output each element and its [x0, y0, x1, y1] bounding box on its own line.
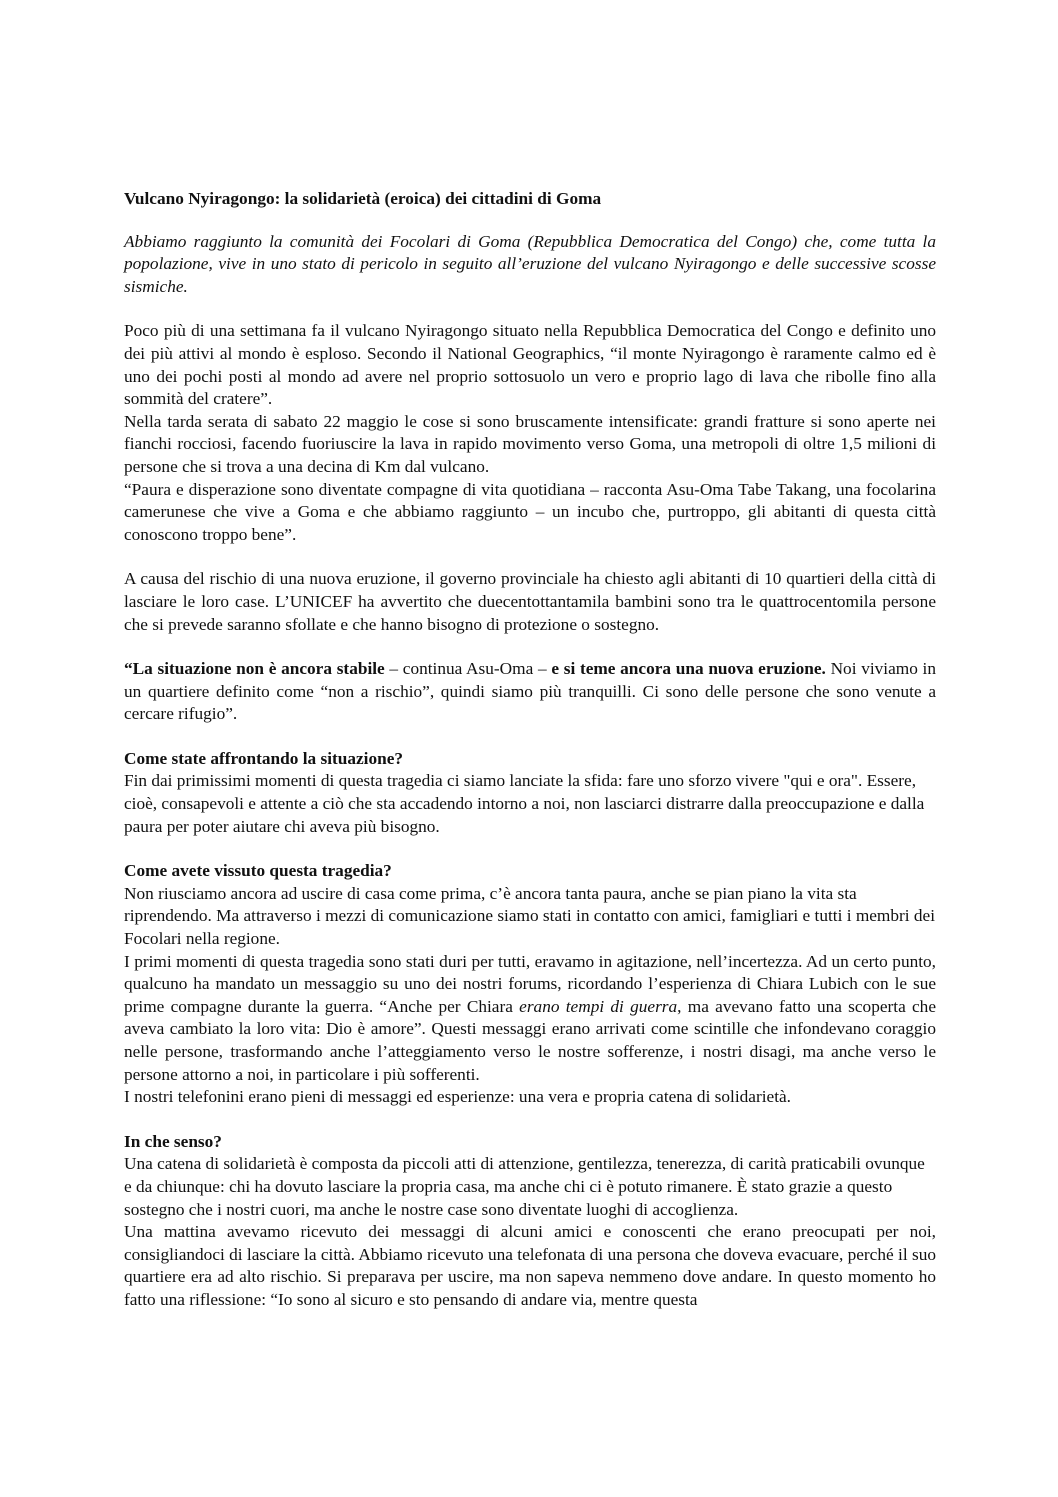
quote-plain-text: Noi viviamo in un quartiere definito come “non a rischio”, quindi siamo più tranquilli. Ci sono delle persone che sono venute a cercare rifugio”.	[124, 659, 937, 724]
body-paragraph: “Paura e disperazione sono diventate compagne di vita quotidiana – racconta Asu-Oma Tabe Takang, una focolarina camerunese che vive a Goma e che abbiamo raggiunto – un incubo che, purtroppo, gli abitanti di questa città conoscono troppo bene”.	[124, 479, 936, 544]
body-paragraph: A causa del rischio di una nuova eruzione, il governo provinciale ha chiesto agli abitanti di 10 quartieri della città di lasciare le loro case. L’UNICEF ha avvertito che duecentottantamila bambini sono tra le quattrocentomila persone che si prevede saranno sfollate e che hanno bisogno di protezione o sostegno.	[124, 569, 936, 634]
body-paragraph: Poco più di una settimana fa il vulcano Nyiragongo situato nella Repubblica Democratica del Congo e definito uno dei più attivi al mondo è esploso. Secondo il National Geographics, “il monte Nyiragongo è raramente calmo ed è uno dei pochi posti al mondo ad avere nel proprio sottosuolo un vero e proprio lago di lava che ribolle fino alla sommità del cratere”.	[124, 321, 936, 409]
interview-answer: Non riusciamo ancora ad uscire di casa come prima, c’è ancora tanta paura, anche se pian piano la vita sta riprendendo. Ma attraverso i mezzi di comunicazione siamo stati in contatto con amici, famigliari e tutti i membri dei Focolari nella regione.	[124, 883, 936, 949]
interview-answer: Fin dai primissimi momenti di questa tragedia ci siamo lanciate la sfida: fare uno sforzo vivere "qui e ora". Essere, cioè, consapevoli e attente a ciò che sta accadendo intorno a noi, non lasciarci distrarre dalla preoccupazione e dalla paura per poter aiutare chi aveva più bisogno.	[124, 771, 925, 836]
document-page	[124, 188, 936, 1312]
quote-bold-text: “La situazione non è ancora stabile	[124, 659, 385, 679]
interview-answer	[124, 951, 936, 1087]
answer-text: I primi momenti di questa tragedia sono stati duri per tutti, eravamo in agitazione, nell’incertezza. Ad un certo punto, qualcuno ha mandato un messaggio su uno dei nostri forums, ricordando l’esperienza di Chiara Lubich con le sue prime compagne durante la guerra. “Anche per Chiara	[124, 951, 936, 1016]
intro-paragraph: Abbiamo raggiunto la comunità dei Focolari di Goma (Repubblica Democratica del Congo) che, come tutta la popolazione, vive in uno stato di pericolo in seguito all’eruzione del vulcano Nyiragongo e delle successive scosse sismiche.	[124, 231, 936, 296]
quote-bold-text: e si teme ancora una nuova eruzione.	[551, 659, 826, 679]
body-paragraph: Nella tarda serata di sabato 22 maggio le cose si sono bruscamente intensificate: grandi fratture si sono aperte nei fianchi rocciosi, facendo fuoriuscire la lava in rapido movimento verso Goma, una metropoli di oltre 1,5 milioni di persone che si trova a una decina di Km dal vulcano.	[124, 411, 936, 476]
interview-answer: Una catena di solidarietà è composta da piccoli atti di attenzione, gentilezza, tenerezza, di carità praticabili ovunque e da chiunque: chi ha dovuto lasciare la propria casa, ma anche chi ci è potuto rimanere. È stato grazie a questo sostegno che i nostri cuori, ma anche le nostre case sono diventate luoghi di accoglienza.	[124, 1154, 925, 1219]
quote-plain-text: – continua Asu-Oma –	[384, 659, 552, 679]
interview-question: Come avete vissuto questa tragedia?	[124, 861, 392, 881]
interview-question: In che senso?	[124, 1131, 222, 1151]
interview-answer: I nostri telefonini erano pieni di messaggi ed esperienze: una vera e propria catena di solidarietà.	[124, 1087, 791, 1107]
quote-paragraph	[124, 658, 936, 726]
interview-answer: Una mattina avevamo ricevuto dei messaggi di alcuni amici e conoscenti che erano preocupati per noi, consigliandoci di lasciare la città. Abbiamo ricevuto una telefonata di una persona che doveva evacuare, perché il suo quartiere era ad alto rischio. Si preparava per uscire, ma non sapeva nemmeno dove andare. In questo momento ho fatto una riflessione: “Io sono al sicuro e sto pensando di andare via, mentre questa	[124, 1222, 936, 1309]
answer-italic-text: erano tempi di guerra	[519, 996, 678, 1016]
interview-question: Come state affrontando la situazione?	[124, 748, 404, 768]
document-title: Vulcano Nyiragongo: la solidarietà (eroica) dei cittadini di Goma	[124, 189, 602, 208]
answer-text: , ma avevano fatto una scoperta che aveva cambiato la loro vita: Dio è amore”. Questi messaggi erano arrivati come scintille che infondevano coraggio nelle persone, trasformando anche l’atteggiamento verso le nostre sofferenze, i nostri disagi, ma anche verso le persone attorno a noi, in particolare i più sofferenti.	[124, 996, 936, 1084]
